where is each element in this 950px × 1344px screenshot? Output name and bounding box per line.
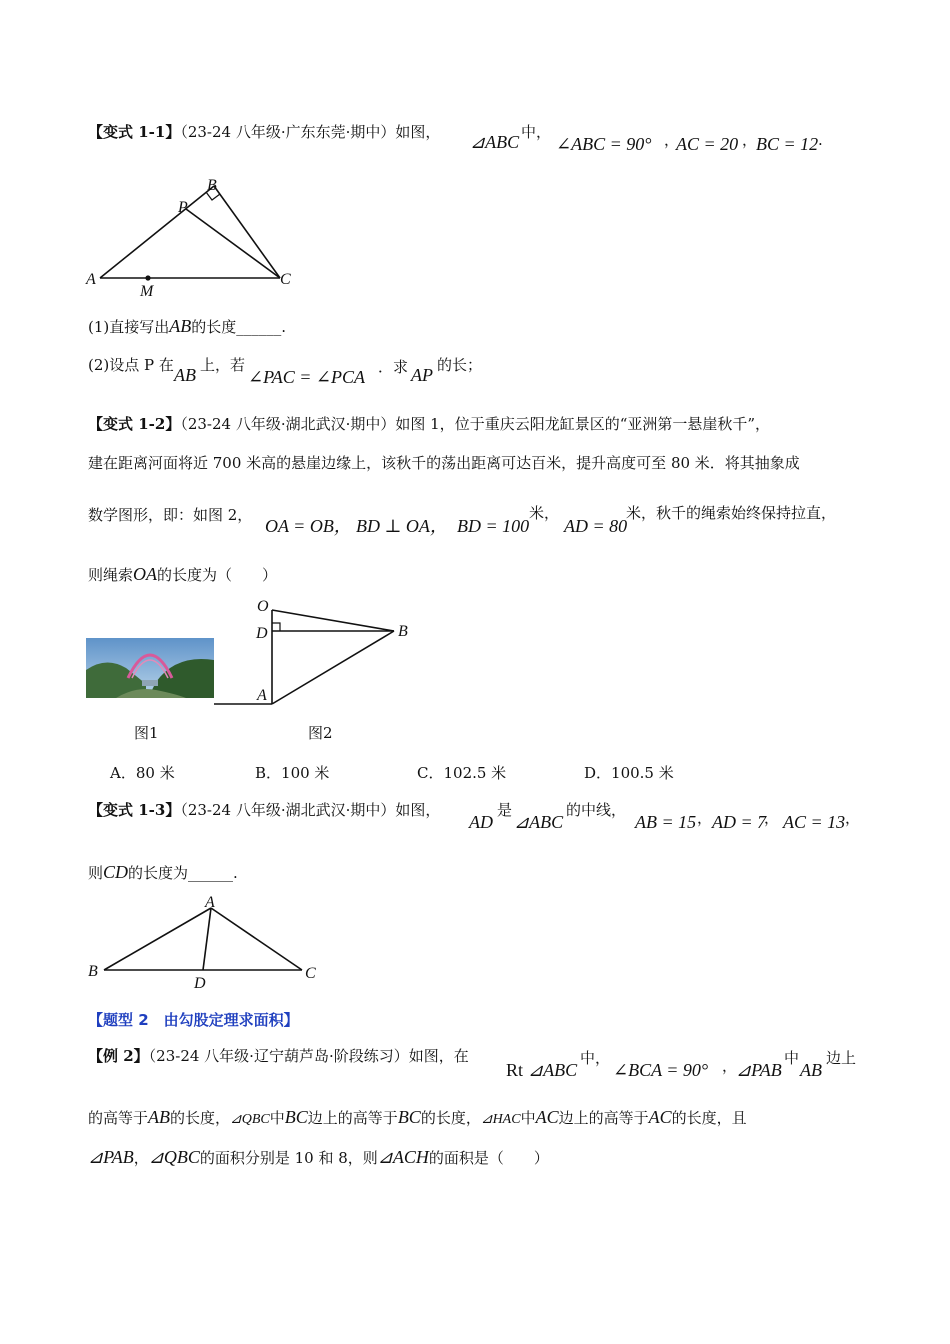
ex2-tag: 【例 2】 <box>88 1047 149 1065</box>
v12-fig-O: O <box>257 598 269 615</box>
ex2-l2-d: 边上的高等于 <box>307 1109 398 1127</box>
ex2-l2-bc2: BC <box>397 1107 421 1127</box>
v12-line4-post: 的长度为（ ） <box>157 566 278 584</box>
v12-fig-D: D <box>256 625 268 642</box>
ex2-bian: 边上 <box>826 1049 857 1067</box>
v11-sep2: ， <box>742 131 758 149</box>
v12-fig2 <box>214 594 424 710</box>
v13-c3: AC = 13 <box>783 812 846 832</box>
v12-eq4: AD = 80 <box>564 516 628 536</box>
v12-eq1: OA = OB， <box>265 516 352 536</box>
ex2-l2-g: 边上的高等于 <box>558 1109 649 1127</box>
v11-q1-ab: AB <box>169 316 192 336</box>
v11-tag: 【变式 1-1】 <box>88 123 181 141</box>
v13-fig-C: C <box>305 965 316 982</box>
v13-ad: AD <box>469 812 493 832</box>
v11-fig-A: A <box>86 271 96 288</box>
v13-mid: 的中线， <box>566 801 627 819</box>
v13-fig-A: A <box>205 894 215 911</box>
v11-fig-C: C <box>280 271 291 288</box>
v13-c1: AB = 15 <box>635 812 697 832</box>
v11-q2-pre: (2)设点 P 在 <box>88 356 174 374</box>
v13-c2: AD = 7 <box>712 812 767 832</box>
v11-q2-end: 的长； <box>437 356 483 374</box>
v13-sep2: ， <box>764 809 780 827</box>
v12-fig-A: A <box>257 687 267 704</box>
ex2-l3-c: 的面积是（ ） <box>428 1149 549 1167</box>
ex2-l2-ab: AB <box>148 1107 171 1127</box>
ex2-l3-b: 的面积分别是 10 和 8，则 <box>199 1149 378 1167</box>
v13-source: （23-24 八年级·湖北武汉·期中）如图， <box>180 801 441 819</box>
ex2-l2-a: 的高等于 <box>88 1109 149 1127</box>
v12-line4-pre: 则绳索 <box>88 566 134 584</box>
ex2-l2-h: 的长度，且 <box>671 1109 747 1127</box>
v13-tag: 【变式 1-3】 <box>88 801 181 819</box>
ex2-zhong2: 中 <box>784 1049 800 1067</box>
v13-question <box>88 862 238 883</box>
v11-q2-post: ．求 <box>378 358 409 376</box>
v13-shi: 是 <box>497 801 513 819</box>
fig2-caption: 图2 <box>308 724 333 742</box>
v11-line1 <box>88 122 440 142</box>
option-d[interactable]: D．100.5 米 <box>584 764 674 782</box>
ex2-l3-a: ， <box>133 1149 149 1167</box>
v13-line1 <box>88 800 440 820</box>
v11-triangle: ⊿ABC <box>470 132 520 152</box>
ex2-l2-ac: AC <box>535 1107 559 1127</box>
ex2-ab: AB <box>800 1060 822 1080</box>
v12-line3-pre: 数学图形，即：如图 2， <box>88 506 253 524</box>
v12-fig-B: B <box>398 623 408 640</box>
v11-q2-eq: ∠PAC = ∠PCA <box>248 367 365 387</box>
ex2-tri: ⊿ABC <box>528 1060 578 1080</box>
v11-q2-ab: AB <box>174 365 196 385</box>
v12-line4-oa: OA <box>133 564 158 584</box>
v13-sep1: ， <box>697 809 713 827</box>
ex2-line3 <box>88 1147 549 1168</box>
v12-eq3: BD = 100 <box>457 516 530 536</box>
v12-line1-text: （23-24 八年级·湖北武汉·期中）如图 1，位于重庆云阳龙缸景区的“亚洲第一悬崖秋千”， <box>180 415 771 433</box>
ex2-line2 <box>88 1107 747 1130</box>
option-b[interactable]: B．100 米 <box>255 764 330 782</box>
v11-fig-B: B <box>207 177 217 194</box>
v11-cond2: AC = 20 <box>676 134 739 154</box>
v11-end: . <box>818 131 823 149</box>
v13-tri: ⊿ABC <box>514 812 564 832</box>
ex2-l2-b: 的长度， <box>170 1109 231 1127</box>
ex2-l2-f: 中 <box>520 1109 536 1127</box>
v12-line2: 建在距离河面将近 700 米高的悬崖边缘上，该秋千的荡出距离可达百米，提升高度可至 80 米．将其抽象成 <box>88 454 800 472</box>
ex2-l3-qbc: ⊿QBC <box>148 1147 200 1167</box>
ex2-l2-e: 的长度， <box>420 1109 481 1127</box>
option-c[interactable]: C．102.5 米 <box>417 764 507 782</box>
v12-tag: 【变式 1-2】 <box>88 415 181 433</box>
ex2-l2-qbc: ⊿QBC <box>230 1112 270 1127</box>
v11-q1-pre: (1)直接写出 <box>88 318 170 336</box>
ex2-c1: ∠BCA = 90° <box>613 1060 709 1080</box>
ex2-l2-ac2: AC <box>648 1107 672 1127</box>
ex2-sep: ， <box>722 1057 738 1075</box>
v12-eq2: BD ⊥ OA， <box>356 516 448 536</box>
v11-q1-post: 的长度______. <box>191 318 287 336</box>
ex2-l2-bc: BC <box>284 1107 308 1127</box>
v11-source: （23-24 八年级·广东东莞·期中）如图， <box>180 123 441 141</box>
v13-sep3: ， <box>845 809 861 827</box>
ex2-source: （23-24 八年级·辽宁葫芦岛·阶段练习）如图，在 <box>148 1047 469 1065</box>
v11-fig-M: M <box>140 283 154 300</box>
v11-q1 <box>88 316 286 337</box>
swing-photo <box>86 638 214 698</box>
v13-q-pre: 则 <box>88 864 104 882</box>
v13-q-cd: CD <box>103 862 129 882</box>
ex2-l2-hac: ⊿HAC <box>480 1112 521 1127</box>
v11-cond1: ∠ABC = 90° <box>556 134 652 154</box>
ex2-l3-ach: ⊿ACH <box>377 1147 429 1167</box>
ex2-l3-pab: ⊿PAB <box>88 1147 134 1167</box>
ex2-rt: Rt <box>506 1060 524 1080</box>
type2-heading: 【题型 2 由勾股定理求面积】 <box>88 1011 299 1029</box>
fig1-caption: 图1 <box>134 724 159 742</box>
v11-zhong: 中， <box>521 123 552 141</box>
option-a[interactable]: A．80 米 <box>110 764 175 782</box>
v11-cond3: BC = 12 <box>756 134 819 154</box>
v11-sep1: ， <box>664 131 680 149</box>
v11-q2-ap: AP <box>411 365 433 385</box>
v13-figure <box>84 890 324 990</box>
ex2-l2-c: 中 <box>269 1109 285 1127</box>
v11-q2-mid: 上，若 <box>200 356 246 374</box>
v13-fig-D: D <box>194 975 206 990</box>
v12-line1 <box>88 414 770 434</box>
v13-fig-B: B <box>88 963 98 980</box>
ex2-line1 <box>88 1046 469 1066</box>
v12-line4 <box>88 564 277 585</box>
v12-line3-post: 米，秋千的绳索始终保持拉直， <box>626 504 837 522</box>
v13-q-post: 的长度为______. <box>128 864 238 882</box>
ex2-pab: ⊿PAB <box>736 1060 782 1080</box>
v11-figure <box>80 170 310 300</box>
v12-mi1: 米， <box>529 504 560 522</box>
v11-fig-P: P <box>178 199 188 216</box>
ex2-zhong: 中， <box>580 1049 611 1067</box>
